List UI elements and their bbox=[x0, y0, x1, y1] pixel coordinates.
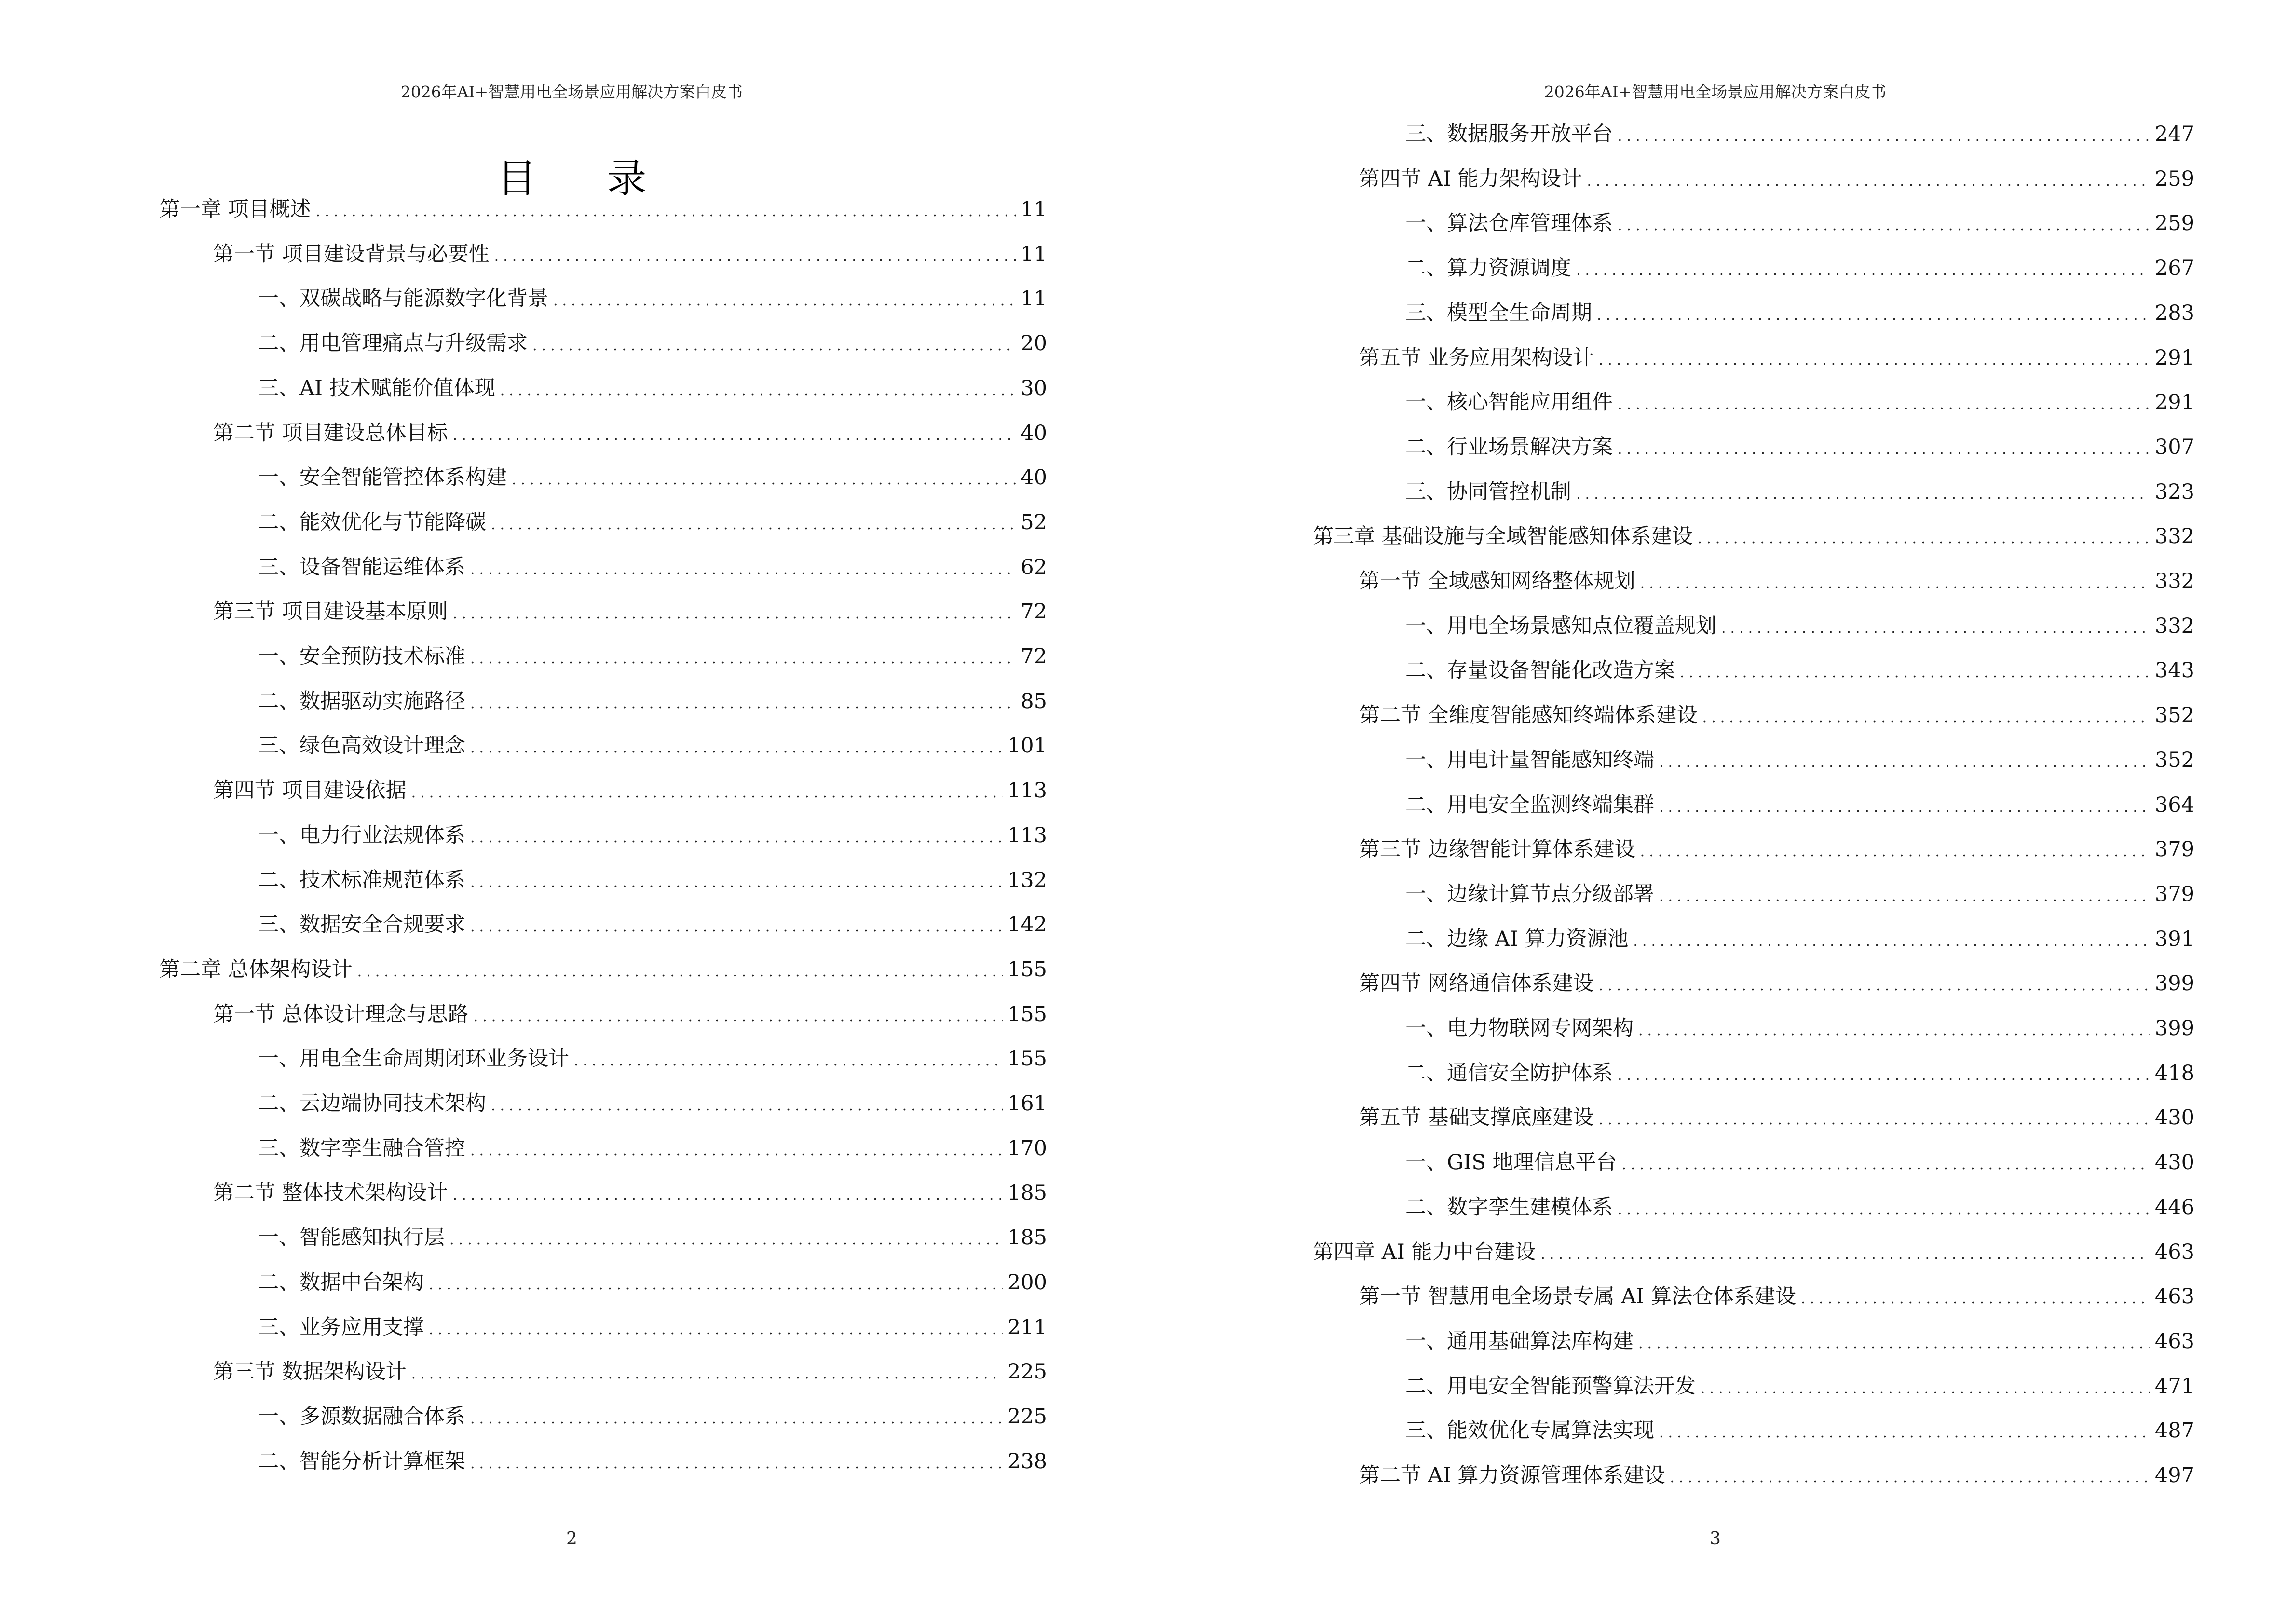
dot-leader bbox=[1659, 793, 2150, 822]
toc-entry-label: 第二章 总体架构设计 bbox=[159, 957, 353, 982]
toc-entry-page-number: 463 bbox=[2154, 1329, 2194, 1353]
dot-leader bbox=[1721, 614, 2150, 643]
toc-entry-page-number: 161 bbox=[1007, 1092, 1047, 1116]
toc-entry-page-number: 155 bbox=[1007, 957, 1047, 982]
toc-section-entry[interactable] bbox=[213, 1357, 1047, 1386]
dot-leader bbox=[1638, 1329, 2150, 1358]
toc-item-entry[interactable] bbox=[258, 1447, 1047, 1476]
toc-item-entry[interactable] bbox=[258, 1268, 1047, 1297]
dot-leader bbox=[470, 913, 1003, 942]
toc-entry-label: 二、数据驱动实施路径 bbox=[258, 689, 465, 713]
toc-item-entry[interactable] bbox=[258, 687, 1047, 716]
toc-entry-label: 第一节 项目建设背景与必要性 bbox=[213, 242, 490, 266]
dot-leader bbox=[1659, 748, 2150, 777]
toc-entry-label: 二、通信安全防护体系 bbox=[1405, 1061, 1613, 1085]
toc-entry-page-number: 155 bbox=[1007, 1047, 1047, 1071]
toc-entry-label: 二、行业场景解决方案 bbox=[1405, 435, 1613, 459]
dot-leader bbox=[470, 823, 1003, 852]
toc-entry-label: 一、安全预防技术标准 bbox=[258, 644, 465, 669]
toc-section-entry[interactable] bbox=[213, 776, 1047, 805]
dot-leader bbox=[316, 197, 1016, 226]
toc-entry-label: 三、模型全生命周期 bbox=[1405, 301, 1592, 325]
running-header: 2026年AI+智慧用电全场景应用解决方案白皮书 bbox=[1544, 82, 1887, 101]
toc-entry-label: 二、数据中台架构 bbox=[258, 1270, 424, 1295]
toc-entry-page-number: 352 bbox=[2154, 703, 2194, 727]
toc-entry-label: 三、数据安全合规要求 bbox=[258, 913, 465, 937]
dot-leader bbox=[429, 1315, 1003, 1344]
toc-entry-page-number: 113 bbox=[1007, 823, 1047, 847]
toc-entry-page-number: 391 bbox=[2154, 927, 2194, 951]
dot-leader bbox=[1702, 703, 2150, 732]
toc-chapter-entry[interactable] bbox=[159, 195, 1047, 224]
toc-entry-page-number: 291 bbox=[2154, 390, 2194, 414]
toc-entry-label: 三、业务应用支撑 bbox=[258, 1315, 424, 1339]
dot-leader bbox=[1659, 882, 2150, 911]
toc-entry-page-number: 185 bbox=[1007, 1226, 1047, 1250]
dot-leader bbox=[470, 555, 1016, 584]
dot-leader bbox=[512, 465, 1016, 494]
toc-entry-page-number: 307 bbox=[2154, 435, 2194, 459]
toc-item-entry[interactable] bbox=[1405, 656, 2194, 685]
dot-leader bbox=[1618, 390, 2150, 419]
toc-entry-page-number: 379 bbox=[2154, 882, 2194, 906]
toc-item-entry[interactable] bbox=[1405, 791, 2194, 819]
toc-entry-page-number: 247 bbox=[2154, 122, 2194, 146]
toc-item-entry[interactable] bbox=[258, 284, 1047, 313]
page-number: 3 bbox=[1710, 1529, 1721, 1549]
toc-item-entry[interactable] bbox=[258, 1044, 1047, 1073]
toc-entry-page-number: 399 bbox=[2154, 971, 2194, 996]
toc-entry-page-number: 11 bbox=[1021, 287, 1047, 311]
toc-entry-page-number: 40 bbox=[1021, 421, 1047, 445]
toc-entry-page-number: 72 bbox=[1021, 644, 1047, 669]
dot-leader bbox=[553, 287, 1016, 315]
toc-entry-label: 第五节 业务应用架构设计 bbox=[1359, 346, 1594, 370]
toc-entry-label: 第四节 网络通信体系建设 bbox=[1359, 971, 1594, 996]
toc-entry-page-number: 291 bbox=[2154, 346, 2194, 370]
toc-entry-label: 第二节 整体技术架构设计 bbox=[213, 1181, 448, 1205]
toc-item-entry[interactable] bbox=[1405, 746, 2194, 775]
toc-entry-page-number: 11 bbox=[1021, 197, 1047, 221]
toc-entry-page-number: 497 bbox=[2154, 1463, 2194, 1488]
dot-leader bbox=[1599, 346, 2150, 375]
toc-item-entry[interactable] bbox=[1405, 1148, 2194, 1177]
dot-leader bbox=[470, 689, 1016, 718]
toc-entry-label: 二、智能分析计算框架 bbox=[258, 1449, 465, 1474]
toc-section-entry[interactable] bbox=[213, 1178, 1047, 1207]
dot-leader bbox=[453, 600, 1016, 628]
dot-leader bbox=[1640, 569, 2150, 598]
dot-leader bbox=[1599, 971, 2150, 1000]
running-header: 2026年AI+智慧用电全场景应用解决方案白皮书 bbox=[400, 82, 743, 101]
toc-entry-label: 第三节 边缘智能计算体系建设 bbox=[1359, 837, 1635, 861]
toc-entry-label: 第三节 项目建设基本原则 bbox=[213, 600, 448, 624]
toc-item-entry[interactable] bbox=[258, 731, 1047, 760]
toc-item-entry[interactable] bbox=[1405, 388, 2194, 417]
toc-entry-label: 一、电力物联网专网架构 bbox=[1405, 1016, 1634, 1040]
dot-leader bbox=[1621, 1150, 2150, 1179]
toc-entry-page-number: 332 bbox=[2154, 614, 2194, 638]
toc-item-entry[interactable] bbox=[258, 553, 1047, 582]
toc-section-entry[interactable] bbox=[1359, 164, 2194, 193]
toc-entry-label: 三、设备智能运维体系 bbox=[258, 555, 465, 579]
toc-entry-page-number: 463 bbox=[2154, 1284, 2194, 1309]
toc-entry-page-number: 225 bbox=[1007, 1360, 1047, 1384]
toc-entry-page-number: 343 bbox=[2154, 658, 2194, 682]
toc-entry-page-number: 379 bbox=[2154, 837, 2194, 861]
toc-page-right bbox=[1144, 0, 2287, 1624]
dot-leader bbox=[500, 376, 1016, 405]
toc-entry-page-number: 11 bbox=[1021, 242, 1047, 266]
toc-item-entry[interactable] bbox=[1405, 925, 2194, 954]
toc-entry-label: 三、AI 技术赋能价值体现 bbox=[258, 376, 495, 400]
dot-leader bbox=[453, 421, 1016, 450]
toc-entry-label: 一、通用基础算法库构建 bbox=[1405, 1329, 1634, 1353]
toc-entry-label: 第四章 AI 能力中台建设 bbox=[1313, 1240, 1536, 1264]
toc-item-entry[interactable] bbox=[258, 1223, 1047, 1252]
toc-entry-page-number: 132 bbox=[1007, 868, 1047, 892]
toc-entry-page-number: 142 bbox=[1007, 913, 1047, 937]
toc-chapter-entry[interactable] bbox=[159, 955, 1047, 984]
toc-entry-label: 二、边缘 AI 算力资源池 bbox=[1405, 927, 1629, 951]
toc-section-entry[interactable] bbox=[1359, 1103, 2194, 1132]
toc-entry-label: 二、云边端协同技术架构 bbox=[258, 1092, 486, 1116]
toc-entry-label: 第二节 全维度智能感知终端体系建设 bbox=[1359, 703, 1698, 727]
toc-entry-page-number: 471 bbox=[2154, 1374, 2194, 1398]
toc-item-entry[interactable] bbox=[1405, 209, 2194, 238]
dot-leader bbox=[574, 1047, 1003, 1076]
dot-leader bbox=[532, 331, 1016, 360]
toc-entry-label: 一、GIS 地理信息平台 bbox=[1405, 1150, 1617, 1174]
toc-entry-label: 三、数据服务开放平台 bbox=[1405, 122, 1613, 146]
dot-leader bbox=[1701, 1374, 2150, 1403]
toc-entry-label: 三、协同管控机制 bbox=[1405, 480, 1571, 504]
toc-entry-page-number: 267 bbox=[2154, 256, 2194, 280]
dot-leader bbox=[474, 1002, 1003, 1031]
toc-entry-label: 第三章 基础设施与全域智能感知体系建设 bbox=[1313, 524, 1693, 548]
toc-entry-label: 第五节 基础支撑底座建设 bbox=[1359, 1105, 1594, 1130]
dot-leader bbox=[1597, 301, 2150, 330]
toc-entry-label: 第三节 数据架构设计 bbox=[213, 1360, 407, 1384]
toc-entry-label: 二、数字孪生建模体系 bbox=[1405, 1195, 1613, 1219]
toc-entry-page-number: 446 bbox=[2154, 1195, 2194, 1219]
dot-leader bbox=[491, 1092, 1003, 1120]
toc-section-entry[interactable] bbox=[213, 597, 1047, 626]
toc-entry-page-number: 283 bbox=[2154, 301, 2194, 325]
toc-section-entry[interactable] bbox=[213, 419, 1047, 448]
toc-section-entry[interactable] bbox=[213, 1000, 1047, 1029]
toc-section-entry[interactable] bbox=[1359, 701, 2194, 730]
toc-entry-label: 二、用电安全监测终端集群 bbox=[1405, 793, 1654, 817]
toc-entry-label: 第一节 总体设计理念与思路 bbox=[213, 1002, 469, 1026]
toc-entry-label: 一、用电计量智能感知终端 bbox=[1405, 748, 1654, 772]
toc-entry-page-number: 40 bbox=[1021, 465, 1047, 490]
toc-entry-page-number: 364 bbox=[2154, 793, 2194, 817]
dot-leader bbox=[470, 1136, 1003, 1165]
dot-leader bbox=[1540, 1240, 2150, 1269]
dot-leader bbox=[1587, 167, 2150, 196]
toc-section-entry[interactable] bbox=[1359, 1282, 2194, 1311]
toc-entry-page-number: 170 bbox=[1007, 1136, 1047, 1160]
toc-entry-page-number: 463 bbox=[2154, 1240, 2194, 1264]
toc-entry-label: 第二节 项目建设总体目标 bbox=[213, 421, 448, 445]
toc-entry-page-number: 259 bbox=[2154, 211, 2194, 235]
toc-entry-label: 二、技术标准规范体系 bbox=[258, 868, 465, 892]
dot-leader bbox=[470, 644, 1016, 673]
toc-chapter-entry[interactable] bbox=[1313, 1238, 2194, 1267]
toc-entry-page-number: 332 bbox=[2154, 524, 2194, 548]
dot-leader bbox=[1618, 122, 2150, 151]
toc-entry-page-number: 238 bbox=[1007, 1449, 1047, 1474]
dot-leader bbox=[411, 1360, 1003, 1389]
toc-section-entry[interactable] bbox=[1359, 1461, 2194, 1490]
toc-item-entry[interactable] bbox=[258, 374, 1047, 403]
toc-entry-page-number: 101 bbox=[1007, 734, 1047, 758]
dot-leader bbox=[1680, 658, 2150, 687]
dot-leader bbox=[494, 242, 1016, 271]
dot-leader bbox=[1618, 435, 2150, 464]
toc-chapter-entry[interactable] bbox=[1313, 522, 2194, 551]
toc-entry-label: 一、算法仓库管理体系 bbox=[1405, 211, 1613, 235]
toc-entry-label: 二、算力资源调度 bbox=[1405, 256, 1571, 280]
dot-leader bbox=[1618, 211, 2150, 240]
toc-entry-page-number: 211 bbox=[1007, 1315, 1047, 1339]
dot-leader bbox=[357, 957, 1003, 986]
dot-leader bbox=[470, 734, 1003, 763]
dot-leader bbox=[1638, 1016, 2150, 1045]
dot-leader bbox=[1599, 1105, 2150, 1134]
toc-entry-page-number: 85 bbox=[1021, 689, 1047, 713]
page-number: 2 bbox=[566, 1529, 577, 1549]
toc-entry-label: 三、数字孪生融合管控 bbox=[258, 1136, 465, 1160]
dot-leader bbox=[491, 510, 1016, 539]
toc-item-entry[interactable] bbox=[258, 1134, 1047, 1163]
toc-item-entry[interactable] bbox=[1405, 612, 2194, 641]
dot-leader bbox=[449, 1226, 1003, 1255]
toc-entry-label: 第四节 项目建设依据 bbox=[213, 778, 407, 803]
toc-section-entry[interactable] bbox=[1359, 567, 2194, 596]
dot-leader bbox=[1618, 1195, 2150, 1224]
toc-item-entry[interactable] bbox=[1405, 478, 2194, 506]
toc-entry-label: 二、能效优化与节能降碳 bbox=[258, 510, 486, 534]
toc-entry-label: 二、存量设备智能化改造方案 bbox=[1405, 658, 1675, 682]
dot-leader bbox=[1633, 927, 2150, 956]
toc-entry-label: 一、智能感知执行层 bbox=[258, 1226, 445, 1250]
toc-entry-label: 二、用电安全智能预警算法开发 bbox=[1405, 1374, 1696, 1398]
toc-item-entry[interactable] bbox=[258, 329, 1047, 358]
toc-item-entry[interactable] bbox=[1405, 120, 2194, 149]
toc-item-entry[interactable] bbox=[258, 642, 1047, 671]
toc-item-entry[interactable] bbox=[1405, 880, 2194, 909]
dot-leader bbox=[453, 1181, 1003, 1210]
toc-entry-label: 一、多源数据融合体系 bbox=[258, 1405, 465, 1429]
toc-entry-page-number: 155 bbox=[1007, 1002, 1047, 1026]
toc-item-entry[interactable] bbox=[258, 463, 1047, 492]
toc-item-entry[interactable] bbox=[258, 508, 1047, 537]
toc-entry-label: 第二节 AI 算力资源管理体系建设 bbox=[1359, 1463, 1665, 1488]
toc-entry-label: 二、用电管理痛点与升级需求 bbox=[258, 331, 528, 355]
toc-entry-label: 第四节 AI 能力架构设计 bbox=[1359, 167, 1582, 191]
toc-entry-page-number: 332 bbox=[2154, 569, 2194, 593]
dot-leader bbox=[470, 1449, 1003, 1478]
toc-item-entry[interactable] bbox=[1405, 433, 2194, 462]
toc-entry-page-number: 30 bbox=[1021, 376, 1047, 400]
toc-entry-label: 一、用电全生命周期闭环业务设计 bbox=[258, 1047, 569, 1071]
toc-item-entry[interactable] bbox=[1405, 1327, 2194, 1356]
toc-entry-page-number: 352 bbox=[2154, 748, 2194, 772]
toc-entry-page-number: 200 bbox=[1007, 1270, 1047, 1295]
toc-entry-label: 第一节 全域感知网络整体规划 bbox=[1359, 569, 1635, 593]
toc-entry-label: 一、核心智能应用组件 bbox=[1405, 390, 1613, 414]
dot-leader bbox=[411, 778, 1003, 807]
dot-leader bbox=[1640, 837, 2150, 866]
toc-entry-label: 一、安全智能管控体系构建 bbox=[258, 465, 507, 490]
toc-item-entry[interactable] bbox=[258, 821, 1047, 850]
toc-entry-label: 三、绿色高效设计理念 bbox=[258, 734, 465, 758]
toc-item-entry[interactable] bbox=[1405, 299, 2194, 328]
dot-leader bbox=[1698, 524, 2150, 553]
toc-item-entry[interactable] bbox=[258, 910, 1047, 939]
toc-entry-page-number: 20 bbox=[1021, 331, 1047, 355]
toc-entry-page-number: 430 bbox=[2154, 1105, 2194, 1130]
toc-entry-label: 第一章 项目概述 bbox=[159, 197, 311, 221]
dot-leader bbox=[1801, 1284, 2150, 1313]
toc-section-entry[interactable] bbox=[213, 240, 1047, 269]
toc-entry-page-number: 399 bbox=[2154, 1016, 2194, 1040]
toc-entry-label: 第一节 智慧用电全场景专属 AI 算法仓体系建设 bbox=[1359, 1284, 1797, 1309]
toc-entry-page-number: 259 bbox=[2154, 167, 2194, 191]
toc-item-entry[interactable] bbox=[1405, 1059, 2194, 1088]
dot-leader bbox=[1576, 256, 2150, 285]
dot-leader bbox=[429, 1270, 1003, 1299]
toc-entry-page-number: 62 bbox=[1021, 555, 1047, 579]
toc-entry-label: 一、边缘计算节点分级部署 bbox=[1405, 882, 1654, 906]
dot-leader bbox=[1576, 480, 2150, 509]
dot-leader bbox=[1670, 1463, 2150, 1492]
toc-entry-page-number: 52 bbox=[1021, 510, 1047, 534]
toc-item-entry[interactable] bbox=[1405, 1014, 2194, 1043]
toc-entry-page-number: 323 bbox=[2154, 480, 2194, 504]
toc-entry-label: 三、能效优化专属算法实现 bbox=[1405, 1419, 1654, 1443]
toc-entry-label: 一、电力行业法规体系 bbox=[258, 823, 465, 847]
dot-leader bbox=[470, 1405, 1003, 1433]
toc-entry-label: 一、双碳战略与能源数字化背景 bbox=[258, 287, 548, 311]
dot-leader bbox=[1618, 1061, 2150, 1090]
toc-entry-page-number: 225 bbox=[1007, 1405, 1047, 1429]
toc-entry-page-number: 185 bbox=[1007, 1181, 1047, 1205]
toc-item-entry[interactable] bbox=[1405, 1193, 2194, 1222]
toc-entry-page-number: 113 bbox=[1007, 778, 1047, 803]
toc-entry-label: 一、用电全场景感知点位覆盖规划 bbox=[1405, 614, 1716, 638]
toc-item-entry[interactable] bbox=[258, 1402, 1047, 1431]
toc-section-entry[interactable] bbox=[1359, 343, 2194, 372]
toc-item-entry[interactable] bbox=[1405, 1416, 2194, 1445]
toc-entry-page-number: 72 bbox=[1021, 600, 1047, 624]
toc-section-entry[interactable] bbox=[1359, 969, 2194, 998]
toc-item-entry[interactable] bbox=[258, 1313, 1047, 1342]
toc-item-entry[interactable] bbox=[1405, 254, 2194, 283]
toc-item-entry[interactable] bbox=[258, 866, 1047, 895]
toc-section-entry[interactable] bbox=[1359, 835, 2194, 864]
toc-entry-page-number: 430 bbox=[2154, 1150, 2194, 1174]
toc-entry-page-number: 418 bbox=[2154, 1061, 2194, 1085]
toc-item-entry[interactable] bbox=[1405, 1372, 2194, 1401]
dot-leader bbox=[470, 868, 1003, 897]
toc-item-entry[interactable] bbox=[258, 1089, 1047, 1118]
toc-title: 目 录 bbox=[497, 155, 676, 202]
toc-entry-page-number: 487 bbox=[2154, 1419, 2194, 1443]
dot-leader bbox=[1659, 1419, 2150, 1447]
